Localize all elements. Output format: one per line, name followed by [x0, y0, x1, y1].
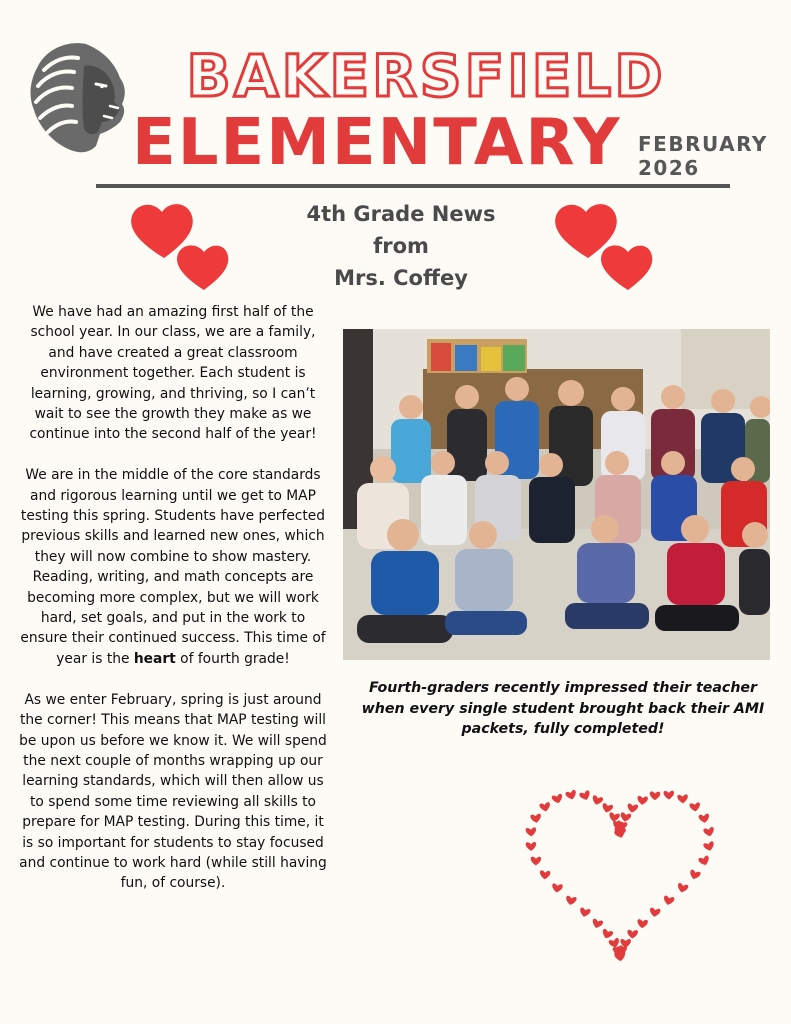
mini-heart-icon	[601, 803, 613, 814]
mini-heart-icon	[627, 930, 638, 939]
school-name-line2: ELEMENTARY	[132, 106, 622, 180]
mini-heart-icon	[591, 918, 603, 929]
paragraph-2-text: We are in the middle of the core standards and rigorous learning until we get to MAP testing this spring. Students have perfected previous skills and learned new ones, which they will now combine to show mastery. Reading, writing, and math concepts are becoming more complex, but we will work hard, set goals, and put in the work to ensure their continued success. This time of year is the	[20, 467, 326, 667]
article-heading-line3: Mrs. Coffey	[334, 266, 468, 290]
issue-month: FEBRUARY	[638, 132, 768, 156]
mini-heart-icon	[530, 813, 542, 823]
mini-heart-icon	[698, 855, 711, 867]
mini-heart-icon	[664, 791, 675, 800]
mini-heart-icon	[591, 795, 604, 806]
mini-heart-icon	[539, 870, 550, 879]
school-name-line1: BAKERSFIELD	[186, 42, 666, 110]
class-photo	[343, 329, 770, 660]
mini-heart-icon	[649, 907, 661, 917]
mini-heart-icon	[637, 796, 648, 806]
mini-heart-icon	[663, 895, 675, 906]
mini-heart-icon	[650, 791, 661, 800]
mini-heart-icon	[698, 813, 710, 823]
article-heading	[246, 198, 556, 294]
mini-heart-icon	[627, 803, 639, 813]
paragraph-2-end: of fourth grade!	[175, 650, 290, 667]
issue-date	[638, 132, 778, 180]
mini-heart-icon	[688, 869, 701, 880]
mini-heart-icon	[526, 842, 537, 851]
paragraph-2-emphasis: heart	[133, 650, 176, 667]
mini-heart-icon	[601, 928, 614, 940]
article-heading-line1: 4th Grade News	[306, 202, 496, 226]
paragraph-3: As we enter February, spring is just around the corner! This means that MAP testing will be upon us before we know it. We will spend the next couple of months wrapping up our learning standards, which will then allow us to spend some time reviewing all skills to prepare for MAP testing. During this time, it is so important for students to stay focused and continue to work hard (while still having fun, of course).	[19, 691, 327, 892]
mini-heart-icon	[531, 857, 542, 866]
mini-heart-icon	[551, 794, 563, 805]
mini-heart-icon	[579, 790, 592, 802]
paragraph-2	[18, 465, 328, 669]
mini-heart-icon	[703, 827, 715, 838]
mini-heart-icon	[689, 802, 700, 812]
mini-heart-icon	[539, 802, 551, 813]
paragraph-1: We have had an amazing first half of the school year. In our class, we are a family, and have created a great classroom environment together. Each student is learning, growing, and thriving, so I can’t wait to see the growth they make as we continue into the second half of the year!	[29, 304, 317, 443]
mini-heart-icon	[565, 895, 577, 905]
mini-heart-icon	[579, 907, 591, 918]
mini-heart-icon	[551, 883, 562, 893]
mini-heart-icon	[565, 789, 578, 800]
mini-heart-icon	[620, 812, 632, 823]
mini-heart-icon	[677, 794, 688, 803]
article-heading-line2: from	[373, 234, 429, 258]
double-heart-left-icon	[128, 198, 232, 294]
lion-logo-icon	[26, 36, 132, 158]
mini-heart-icon	[525, 827, 536, 837]
mini-heart-icon	[637, 919, 648, 929]
article-body	[18, 302, 328, 914]
issue-year: 2026	[638, 156, 700, 180]
photo-caption: Fourth-graders recently impressed their teacher when every single student brought back their AMI packets, fully completed!	[361, 680, 765, 737]
double-heart-right-icon	[552, 198, 656, 294]
header-divider	[96, 184, 730, 188]
dotted-heart-icon	[518, 775, 722, 975]
mini-heart-icon	[703, 841, 715, 852]
mini-heart-icon	[676, 883, 688, 894]
